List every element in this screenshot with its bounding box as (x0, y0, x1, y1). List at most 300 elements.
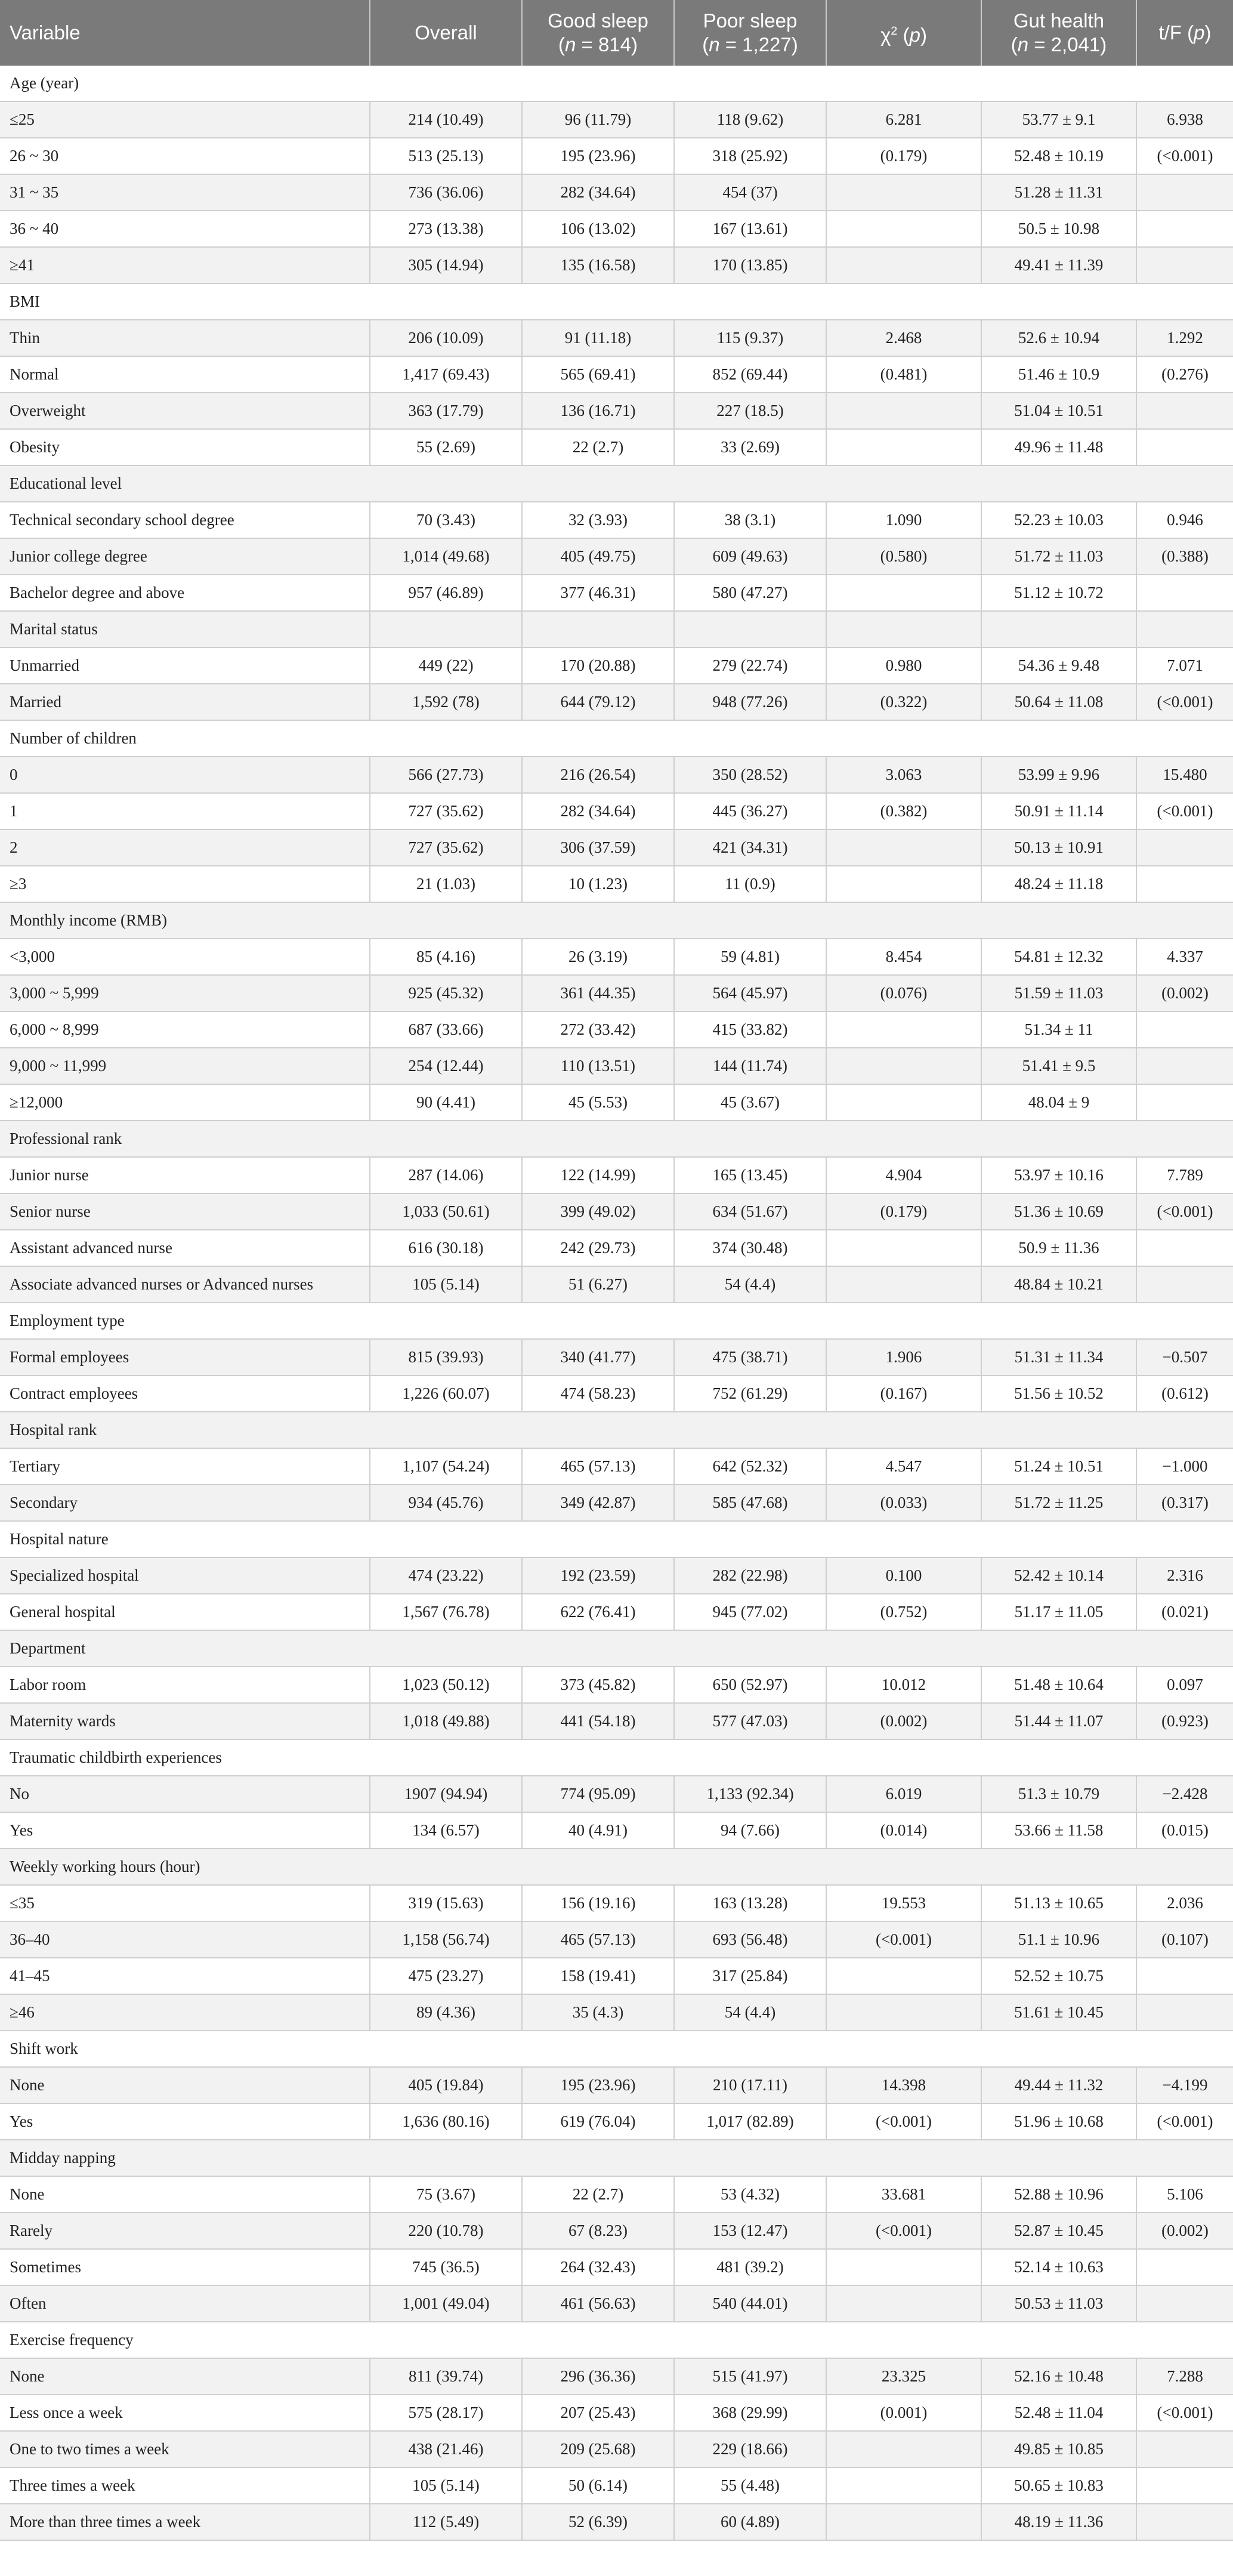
cell-good: 96 (11.79) (522, 101, 674, 138)
table-row (0, 1885, 1233, 1921)
table-row (0, 1448, 1233, 1485)
cell-gut: 51.28 ± 11.31 (981, 174, 1136, 211)
cell-good: 405 (49.75) (522, 538, 674, 575)
cell-tf (1136, 2249, 1233, 2285)
row-label: Unmarried (0, 647, 370, 684)
table-row (0, 356, 1233, 393)
cell-chi: 19.553 (826, 1885, 981, 1921)
cell-tf: (0.276) (1136, 356, 1233, 393)
cell-good: 135 (16.58) (522, 247, 674, 283)
table-header (0, 0, 1233, 66)
cell-poor: 118 (9.62) (674, 101, 826, 138)
cell-good: 136 (16.71) (522, 393, 674, 429)
cell-gut: 51.96 ± 10.68 (981, 2103, 1136, 2140)
cell-good: 774 (95.09) (522, 1776, 674, 1812)
cell-poor: 317 (25.84) (674, 1958, 826, 1994)
cell-overall: 736 (36.06) (370, 174, 522, 211)
cell-poor: 421 (34.31) (674, 829, 826, 866)
cell-good: 40 (4.91) (522, 1812, 674, 1849)
cell-good: 306 (37.59) (522, 829, 674, 866)
section-row (0, 66, 1233, 101)
row-label: 6,000 ~ 8,999 (0, 1011, 370, 1048)
table-row (0, 2285, 1233, 2322)
cell-poor: 564 (45.97) (674, 975, 826, 1011)
cell-gut: 52.48 ± 11.04 (981, 2395, 1136, 2431)
cell-chi: (<0.001) (826, 1921, 981, 1958)
row-label: Associate advanced nurses or Advanced nurses (0, 1266, 370, 1303)
cell-chi (826, 211, 981, 247)
cell-overall: 513 (25.13) (370, 138, 522, 174)
row-label: Senior nurse (0, 1193, 370, 1230)
cell-poor: 318 (25.92) (674, 138, 826, 174)
row-label: ≥3 (0, 866, 370, 902)
row-label: Thin (0, 320, 370, 356)
cell-good: 91 (11.18) (522, 320, 674, 356)
cell-overall: 1,023 (50.12) (370, 1667, 522, 1703)
cell-good: 22 (2.7) (522, 2176, 674, 2213)
header-chi-square (826, 0, 981, 66)
table-row (0, 684, 1233, 720)
cell-tf: 6.938 (1136, 101, 1233, 138)
cell-poor: 59 (4.81) (674, 939, 826, 975)
section-label: Hospital rank (0, 1412, 1233, 1448)
cell-chi: 3.063 (826, 757, 981, 793)
table-row (0, 429, 1233, 465)
cell-chi: 1.090 (826, 502, 981, 538)
cell-tf (1136, 575, 1233, 611)
cell-tf (1136, 829, 1233, 866)
cell-overall: 90 (4.41) (370, 1084, 522, 1121)
cell-gut: 49.85 ± 10.85 (981, 2431, 1136, 2467)
cell-tf: (0.015) (1136, 1812, 1233, 1849)
cell-good: 296 (36.36) (522, 2358, 674, 2395)
section-label: Number of children (0, 720, 1233, 757)
cell-tf: (<0.001) (1136, 684, 1233, 720)
cell-good: 156 (19.16) (522, 1885, 674, 1921)
cell-good: 272 (33.42) (522, 1011, 674, 1048)
cell-gut: 52.52 ± 10.75 (981, 1958, 1136, 1994)
table-row (0, 2358, 1233, 2395)
table-row (0, 1266, 1233, 1303)
table-row (0, 1339, 1233, 1375)
row-label: Maternity wards (0, 1703, 370, 1739)
cell-chi: (0.179) (826, 138, 981, 174)
cell-poor: 948 (77.26) (674, 684, 826, 720)
cell-gut: 53.99 ± 9.96 (981, 757, 1136, 793)
table-row (0, 174, 1233, 211)
cell-tf (1136, 2467, 1233, 2504)
section-label: Professional rank (0, 1121, 1233, 1157)
cell-chi (826, 1084, 981, 1121)
cell-gut: 51.61 ± 10.45 (981, 1994, 1136, 2031)
cell-good: 465 (57.13) (522, 1448, 674, 1485)
cell-good: 195 (23.96) (522, 138, 674, 174)
cell-gut: 50.5 ± 10.98 (981, 211, 1136, 247)
cell-chi: 10.012 (826, 1667, 981, 1703)
cell-poor: 585 (47.68) (674, 1485, 826, 1521)
cell-poor: 53 (4.32) (674, 2176, 826, 2213)
cell-tf: −0.507 (1136, 1339, 1233, 1375)
row-label: 36 ~ 40 (0, 211, 370, 247)
cell-poor: 115 (9.37) (674, 320, 826, 356)
row-label: 9,000 ~ 11,999 (0, 1048, 370, 1084)
cell-chi: (<0.001) (826, 2103, 981, 2140)
cell-good: 242 (29.73) (522, 1230, 674, 1266)
row-label: Junior nurse (0, 1157, 370, 1193)
cell-gut: 51.56 ± 10.52 (981, 1375, 1136, 1412)
cell-chi (826, 1048, 981, 1084)
cell-chi: 6.019 (826, 1776, 981, 1812)
cell-chi (826, 1230, 981, 1266)
cell-poor: 11 (0.9) (674, 866, 826, 902)
section-label: Shift work (0, 2031, 1233, 2067)
table-row (0, 1048, 1233, 1084)
cell-chi: 33.681 (826, 2176, 981, 2213)
row-label: No (0, 1776, 370, 1812)
cell-good: 282 (34.64) (522, 793, 674, 829)
cell-tf: (<0.001) (1136, 2395, 1233, 2431)
cell-overall: 474 (23.22) (370, 1557, 522, 1594)
cell-chi: (0.002) (826, 1703, 981, 1739)
cell-chi (826, 829, 981, 866)
cell-poor: 515 (41.97) (674, 2358, 826, 2395)
cell-overall: 575 (28.17) (370, 2395, 522, 2431)
cell-chi (826, 2467, 981, 2504)
cell-gut: 51.04 ± 10.51 (981, 393, 1136, 429)
cell-tf: (<0.001) (1136, 2103, 1233, 2140)
cell-tf: (0.107) (1136, 1921, 1233, 1958)
cell-overall: 85 (4.16) (370, 939, 522, 975)
cell-overall: 475 (23.27) (370, 1958, 522, 1994)
row-label: 41–45 (0, 1958, 370, 1994)
header-poor-sleep (674, 0, 826, 66)
cell-tf: −2.428 (1136, 1776, 1233, 1812)
cell-gut: 48.19 ± 11.36 (981, 2504, 1136, 2540)
cell-tf: 5.106 (1136, 2176, 1233, 2213)
cell-poor: 350 (28.52) (674, 757, 826, 793)
cell-tf: 7.071 (1136, 647, 1233, 684)
cell-tf: (0.002) (1136, 2213, 1233, 2249)
cell-overall: 1,107 (54.24) (370, 1448, 522, 1485)
row-label: 36–40 (0, 1921, 370, 1958)
cell-overall: 112 (5.49) (370, 2504, 522, 2540)
row-label: 26 ~ 30 (0, 138, 370, 174)
cell-overall: 1,226 (60.07) (370, 1375, 522, 1412)
cell-poor (674, 611, 826, 647)
cell-good: 209 (25.68) (522, 2431, 674, 2467)
cell-good: 45 (5.53) (522, 1084, 674, 1121)
cell-gut: 50.9 ± 11.36 (981, 1230, 1136, 1266)
cell-tf: 2.036 (1136, 1885, 1233, 1921)
cell-poor: 1,017 (82.89) (674, 2103, 826, 2140)
table-body (0, 66, 1233, 2540)
row-label: Obesity (0, 429, 370, 465)
cell-overall: 405 (19.84) (370, 2067, 522, 2103)
cell-chi: 4.547 (826, 1448, 981, 1485)
cell-poor: 153 (12.47) (674, 2213, 826, 2249)
cell-good: 50 (6.14) (522, 2467, 674, 2504)
cell-gut: 52.87 ± 10.45 (981, 2213, 1136, 2249)
cell-good: 282 (34.64) (522, 174, 674, 211)
cell-chi: (0.014) (826, 1812, 981, 1849)
cell-gut: 52.48 ± 10.19 (981, 138, 1136, 174)
cell-tf: 15.480 (1136, 757, 1233, 793)
cell-chi (826, 1958, 981, 1994)
row-label: Tertiary (0, 1448, 370, 1485)
table-row (0, 1703, 1233, 1739)
table-row (0, 1011, 1233, 1048)
cell-tf: (<0.001) (1136, 138, 1233, 174)
table-row (0, 1958, 1233, 1994)
table-row (0, 2249, 1233, 2285)
header-gut-health-n: (n = 2,041) (1010, 33, 1107, 55)
header-good-sleep-label: Good sleep (548, 10, 648, 32)
cell-chi: (0.752) (826, 1594, 981, 1630)
cell-good: 195 (23.96) (522, 2067, 674, 2103)
cell-chi: (0.322) (826, 684, 981, 720)
cell-gut: 48.84 ± 10.21 (981, 1266, 1136, 1303)
cell-good: 373 (45.82) (522, 1667, 674, 1703)
cell-overall: 616 (30.18) (370, 1230, 522, 1266)
cell-tf: −1.000 (1136, 1448, 1233, 1485)
cell-gut (981, 611, 1136, 647)
cell-good: 110 (13.51) (522, 1048, 674, 1084)
row-label: Secondary (0, 1485, 370, 1521)
section-row (0, 1739, 1233, 1776)
cell-gut: 52.88 ± 10.96 (981, 2176, 1136, 2213)
cell-good: 35 (4.3) (522, 1994, 674, 2031)
row-label: Normal (0, 356, 370, 393)
row-label: 2 (0, 829, 370, 866)
cell-good: 26 (3.19) (522, 939, 674, 975)
cell-chi: (0.179) (826, 1193, 981, 1230)
cell-overall: 815 (39.93) (370, 1339, 522, 1375)
header-chi-sup: 2 (891, 24, 898, 38)
header-good-sleep-n: (n = 814) (558, 33, 638, 55)
cell-chi (826, 1011, 981, 1048)
cell-tf (1136, 2285, 1233, 2322)
cell-overall: 70 (3.43) (370, 502, 522, 538)
table-row (0, 1157, 1233, 1193)
cell-chi: 0.100 (826, 1557, 981, 1594)
cell-overall: 687 (33.66) (370, 1011, 522, 1048)
header-tf-p: t/F (p) (1136, 0, 1233, 66)
table-row (0, 575, 1233, 611)
row-label: ≤35 (0, 1885, 370, 1921)
section-label: Weekly working hours (hour) (0, 1849, 1233, 1885)
cell-chi (826, 2249, 981, 2285)
cell-chi (826, 174, 981, 211)
cell-chi: 8.454 (826, 939, 981, 975)
cell-overall: 1,592 (78) (370, 684, 522, 720)
header-gut-health-label: Gut health (1013, 10, 1105, 32)
section-row (0, 283, 1233, 320)
cell-good: 192 (23.59) (522, 1557, 674, 1594)
cell-chi: 6.281 (826, 101, 981, 138)
cell-overall: 566 (27.73) (370, 757, 522, 793)
section-row (0, 902, 1233, 939)
cell-chi (826, 575, 981, 611)
row-label: ≥12,000 (0, 1084, 370, 1121)
cell-tf (1136, 1230, 1233, 1266)
table-row (0, 975, 1233, 1011)
cell-good: 51 (6.27) (522, 1266, 674, 1303)
table-row (0, 2103, 1233, 2140)
row-label: Marital status (0, 611, 370, 647)
cell-chi: (<0.001) (826, 2213, 981, 2249)
cell-chi: 1.906 (826, 1339, 981, 1375)
cell-tf (1136, 866, 1233, 902)
cell-good: 441 (54.18) (522, 1703, 674, 1739)
row-label: Less once a week (0, 2395, 370, 2431)
cell-good: 106 (13.02) (522, 211, 674, 247)
row-label: Often (0, 2285, 370, 2322)
cell-poor: 634 (51.67) (674, 1193, 826, 1230)
cell-overall: 957 (46.89) (370, 575, 522, 611)
cell-chi: 0.980 (826, 647, 981, 684)
table-row (0, 611, 1233, 647)
cell-tf (1136, 1048, 1233, 1084)
section-row (0, 1521, 1233, 1557)
section-row (0, 720, 1233, 757)
table-row (0, 1084, 1233, 1121)
row-label: General hospital (0, 1594, 370, 1630)
table-row (0, 757, 1233, 793)
cell-gut: 51.46 ± 10.9 (981, 356, 1136, 393)
row-label: Assistant advanced nurse (0, 1230, 370, 1266)
cell-good: 461 (56.63) (522, 2285, 674, 2322)
cell-overall: 273 (13.38) (370, 211, 522, 247)
cell-overall: 134 (6.57) (370, 1812, 522, 1849)
table-row (0, 939, 1233, 975)
cell-gut: 54.81 ± 12.32 (981, 939, 1136, 975)
cell-chi (826, 2285, 981, 2322)
cell-tf: 7.288 (1136, 2358, 1233, 2395)
cell-gut: 50.53 ± 11.03 (981, 2285, 1136, 2322)
cell-poor: 852 (69.44) (674, 356, 826, 393)
table-row (0, 138, 1233, 174)
cell-poor: 227 (18.5) (674, 393, 826, 429)
cell-good: 340 (41.77) (522, 1339, 674, 1375)
table-row (0, 647, 1233, 684)
cell-overall: 220 (10.78) (370, 2213, 522, 2249)
cell-tf (1136, 2431, 1233, 2467)
row-label: None (0, 2358, 370, 2395)
section-label: Exercise frequency (0, 2322, 1233, 2358)
cell-good: 377 (46.31) (522, 575, 674, 611)
cell-poor: 60 (4.89) (674, 2504, 826, 2540)
section-row (0, 2031, 1233, 2067)
section-label: Employment type (0, 1303, 1233, 1339)
cell-overall: 206 (10.09) (370, 320, 522, 356)
cell-chi: (0.382) (826, 793, 981, 829)
cell-chi: (0.481) (826, 356, 981, 393)
table-row (0, 1994, 1233, 2031)
cell-gut: 53.77 ± 9.1 (981, 101, 1136, 138)
table-row (0, 2431, 1233, 2467)
table-row (0, 829, 1233, 866)
cell-overall (370, 611, 522, 647)
cell-overall: 727 (35.62) (370, 829, 522, 866)
cell-tf: 0.946 (1136, 502, 1233, 538)
cell-good: 264 (32.43) (522, 2249, 674, 2285)
cell-gut: 51.72 ± 11.03 (981, 538, 1136, 575)
cell-gut: 52.23 ± 10.03 (981, 502, 1136, 538)
cell-overall: 75 (3.67) (370, 2176, 522, 2213)
cell-gut: 51.48 ± 10.64 (981, 1667, 1136, 1703)
cell-chi (826, 1266, 981, 1303)
cell-overall: 1,001 (49.04) (370, 2285, 522, 2322)
cell-chi: 14.398 (826, 2067, 981, 2103)
cell-tf (1136, 247, 1233, 283)
cell-gut: 48.24 ± 11.18 (981, 866, 1136, 902)
cell-poor: 54 (4.4) (674, 1994, 826, 2031)
table-row (0, 538, 1233, 575)
table-row (0, 2395, 1233, 2431)
cell-tf (1136, 393, 1233, 429)
row-label: Technical secondary school degree (0, 502, 370, 538)
row-label: More than three times a week (0, 2504, 370, 2540)
cell-good: 399 (49.02) (522, 1193, 674, 1230)
cell-overall: 934 (45.76) (370, 1485, 522, 1521)
cell-gut: 51.41 ± 9.5 (981, 1048, 1136, 1084)
cell-tf: −4.199 (1136, 2067, 1233, 2103)
section-row (0, 1121, 1233, 1157)
cell-overall: 1,018 (49.88) (370, 1703, 522, 1739)
table-row (0, 2067, 1233, 2103)
cell-good: 207 (25.43) (522, 2395, 674, 2431)
row-label: Yes (0, 1812, 370, 1849)
cell-good: 349 (42.87) (522, 1485, 674, 1521)
table-row (0, 1557, 1233, 1594)
section-row (0, 1630, 1233, 1667)
cell-good: 67 (8.23) (522, 2213, 674, 2249)
table-row (0, 1594, 1233, 1630)
row-label: Junior college degree (0, 538, 370, 575)
cell-chi (826, 1994, 981, 2031)
cell-poor: 210 (17.11) (674, 2067, 826, 2103)
section-row (0, 1412, 1233, 1448)
cell-tf (1136, 174, 1233, 211)
cell-poor: 54 (4.4) (674, 1266, 826, 1303)
cell-tf (1136, 1011, 1233, 1048)
cell-gut: 53.66 ± 11.58 (981, 1812, 1136, 1849)
cell-gut: 50.64 ± 11.08 (981, 684, 1136, 720)
header-overall: Overall (370, 0, 522, 66)
section-label: Age (year) (0, 66, 1233, 101)
table-row (0, 2467, 1233, 2504)
cell-gut: 52.16 ± 10.48 (981, 2358, 1136, 2395)
cell-good: 619 (76.04) (522, 2103, 674, 2140)
table-row (0, 1667, 1233, 1703)
cell-overall: 811 (39.74) (370, 2358, 522, 2395)
header-poor-sleep-label: Poor sleep (703, 10, 798, 32)
table-row (0, 211, 1233, 247)
row-label: Contract employees (0, 1375, 370, 1412)
cell-gut: 48.04 ± 9 (981, 1084, 1136, 1121)
cell-poor: 144 (11.74) (674, 1048, 826, 1084)
cell-tf (1136, 429, 1233, 465)
cell-overall: 1,033 (50.61) (370, 1193, 522, 1230)
cell-poor: 945 (77.02) (674, 1594, 826, 1630)
section-label: Educational level (0, 465, 1233, 502)
header-chi-symbol: χ (880, 23, 891, 46)
cell-overall: 254 (12.44) (370, 1048, 522, 1084)
cell-chi: (0.076) (826, 975, 981, 1011)
cell-chi (826, 2431, 981, 2467)
row-label: Married (0, 684, 370, 720)
section-label: Hospital nature (0, 1521, 1233, 1557)
